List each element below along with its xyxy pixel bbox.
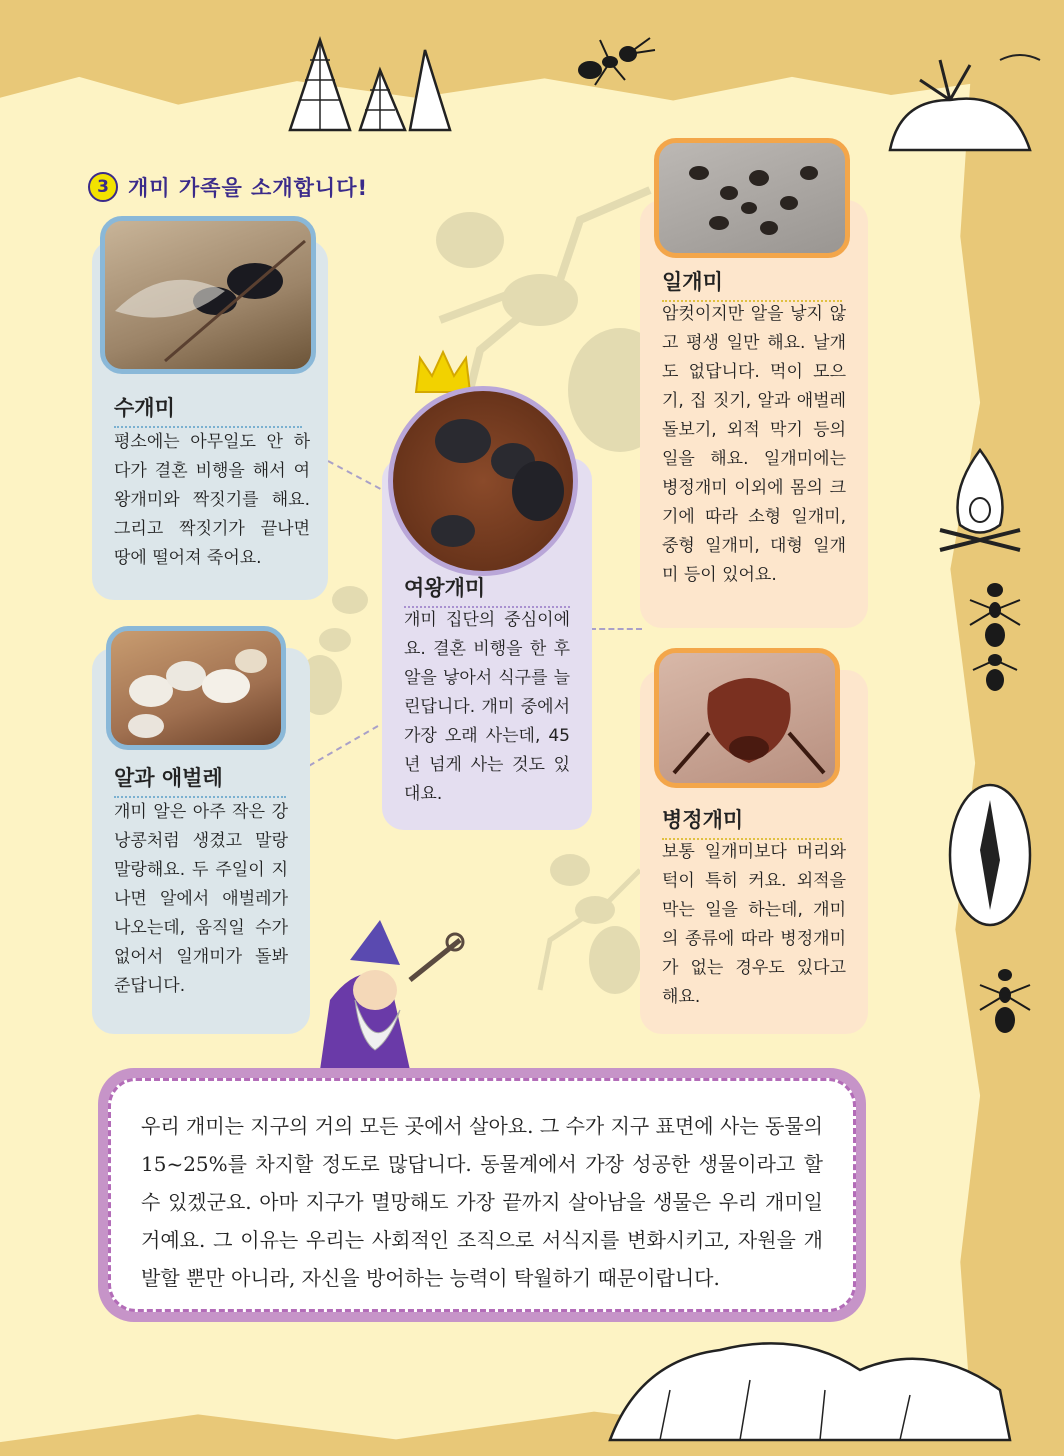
campfire-doodle-icon (930, 440, 1030, 560)
ant-doodle-icon (975, 960, 1035, 1040)
male-ant-description: 평소에는 아무일도 안 하다가 결혼 비행을 해서 여왕개미와 짝짓기를 해요. 그리고 짝짓기가 끝나면 땅에 떨어져 죽어요. (114, 432, 310, 568)
connector-line (590, 628, 642, 630)
rock-island-doodle-icon (880, 40, 1060, 170)
soldier-ant-photo (654, 648, 840, 788)
egg-larva-title: 알과 애벌레 (114, 762, 286, 798)
ant-doodle-icon (570, 30, 660, 90)
male-ant-title: 수개미 (114, 392, 302, 428)
rock-doodle-icon (600, 1300, 1020, 1450)
egg-larva-description: 개미 알은 아주 작은 강낭콩처럼 생겼고 말랑말랑해요. 두 주일이 지나면 알에서 애벌레가 나오는데, 움직일 수가 없어서 일개미가 돌봐준답니다. (114, 802, 288, 996)
wizard-mascot-illustration (300, 920, 470, 1070)
section-header (88, 172, 368, 202)
soldier-ant-title: 병정개미 (662, 804, 842, 840)
summary-text: 우리 개미는 지구의 거의 모든 곳에서 살아요. 그 수가 지구 표면에 사는 동물의 15~25%를 차지할 정도로 많답니다. 동물계에서 가장 성공한 생물이라고 할 수 있겠군요. 아마 지구가 멸망해도 가장 끝까지 살아남을 생물은 우리 개미일 거예요. 그 이유는 우리는 사회적인 조직으로 서식지를 변화시키고, 자원을 개발할 뿐만 아니라, 자신을 방어하는 능력이 탁월하기 때문이랍니다. (108, 1078, 856, 1312)
summary-box (98, 1068, 866, 1322)
section-title: 개미 가족을 소개합니다! (128, 176, 369, 200)
ant-doodle-icon (965, 570, 1025, 700)
soldier-ant-description: 보통 일개미보다 머리와 턱이 특히 커요. 외적을 막는 일을 하는데, 개미의 종류에 따라 병정개미가 없는 경우도 있다고 해요. (662, 842, 846, 1007)
compass-doodle-icon (945, 780, 1035, 930)
queen-ant-description: 개미 집단의 중심이에요. 결혼 비행을 한 후 알을 낳아서 식구를 늘린답니다. 개미 중에서 가장 오래 사는데, 45년 넘게 사는 것도 있대요. (404, 610, 570, 804)
worker-ant-title: 일개미 (662, 266, 842, 302)
egg-larva-photo (106, 626, 286, 750)
queen-ant-photo (388, 386, 578, 576)
queen-ant-title: 여왕개미 (404, 572, 570, 608)
worker-ant-description: 암컷이지만 알을 낳지 않고 평생 일만 해요. 날개도 없답니다. 먹이 모으기, 집 짓기, 알과 애벌레 돌보기, 외적 막기 등의 일을 해요. 일개미에는 병정개미 이외에 몸의 크기에 따라 소형 일개미, 중형 일개미, 대형 일개미 등이 있어요. (662, 304, 846, 585)
tent-doodle-icon (280, 20, 460, 140)
section-number-badge: 3 (88, 172, 118, 202)
male-ant-photo (100, 216, 316, 374)
worker-ant-photo (654, 138, 850, 258)
